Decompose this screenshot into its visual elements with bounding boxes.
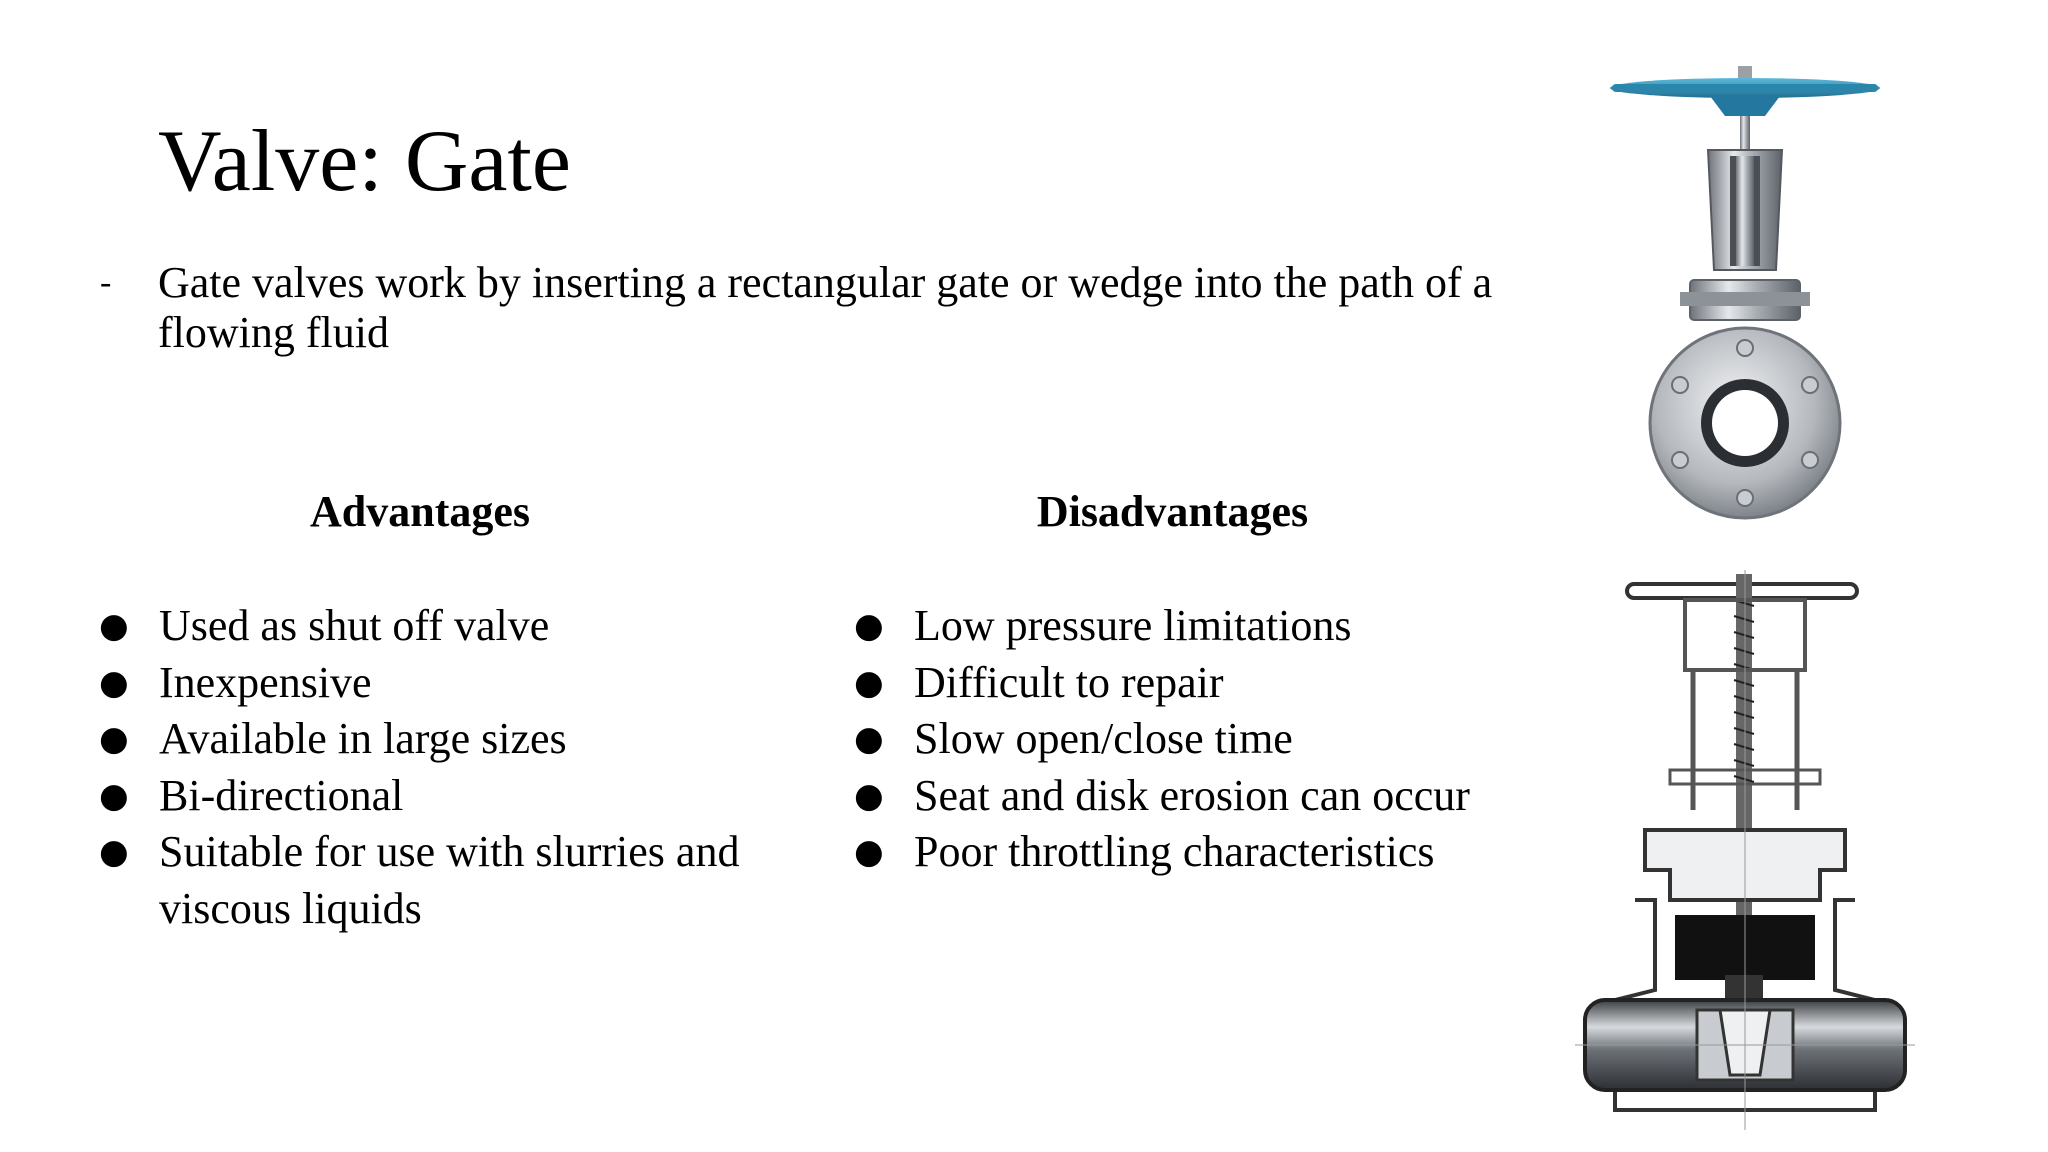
bullet-icon: ●	[854, 719, 884, 759]
intro-text: Gate valves work by inserting a rectangular gate or wedge into the path of a flowing fluid	[158, 258, 1493, 357]
bullet-icon: ●	[99, 719, 129, 759]
disadvantage-item: ● Poor throttling characteristics	[854, 824, 1554, 881]
disadvantages-heading: Disadvantages	[1036, 487, 1309, 536]
bullet-icon: ●	[854, 775, 884, 816]
intro-paragraph	[100, 258, 1520, 358]
bullet-icon: ●	[854, 832, 884, 872]
advantage-item: ● Bi-directional	[99, 768, 739, 825]
bullet-icon: ●	[99, 832, 129, 872]
disadvantage-item: ● Difficult to repair	[854, 655, 1554, 712]
slide-title: Valve: Gate	[158, 113, 571, 210]
gate-valve-front-view-icon	[1590, 60, 1900, 540]
disadvantage-item: ● Low pressure limitations	[854, 598, 1554, 655]
advantage-item: ● Inexpensive	[99, 655, 739, 712]
advantage-item: ● Used as shut off valve	[99, 598, 739, 655]
disadvantages-list	[854, 598, 1554, 881]
bullet-icon: ●	[854, 606, 884, 646]
intro-dash: -	[100, 264, 112, 301]
bullet-icon: ●	[99, 606, 129, 646]
gate-valve-cutaway-icon	[1575, 570, 1915, 1130]
bullet-icon: ●	[99, 775, 129, 816]
advantage-item: ● Available in large sizes	[99, 711, 739, 768]
disadvantage-item: ● Seat and disk erosion can occur	[854, 768, 1554, 825]
bullet-icon: ●	[854, 662, 884, 703]
disadvantage-item: ● Slow open/close time	[854, 711, 1554, 768]
advantages-heading: Advantages	[309, 487, 531, 536]
bullet-icon: ●	[99, 662, 129, 703]
advantage-item: ● Suitable for use with slurries and viscous liquids	[99, 824, 799, 937]
advantages-list	[99, 598, 739, 937]
